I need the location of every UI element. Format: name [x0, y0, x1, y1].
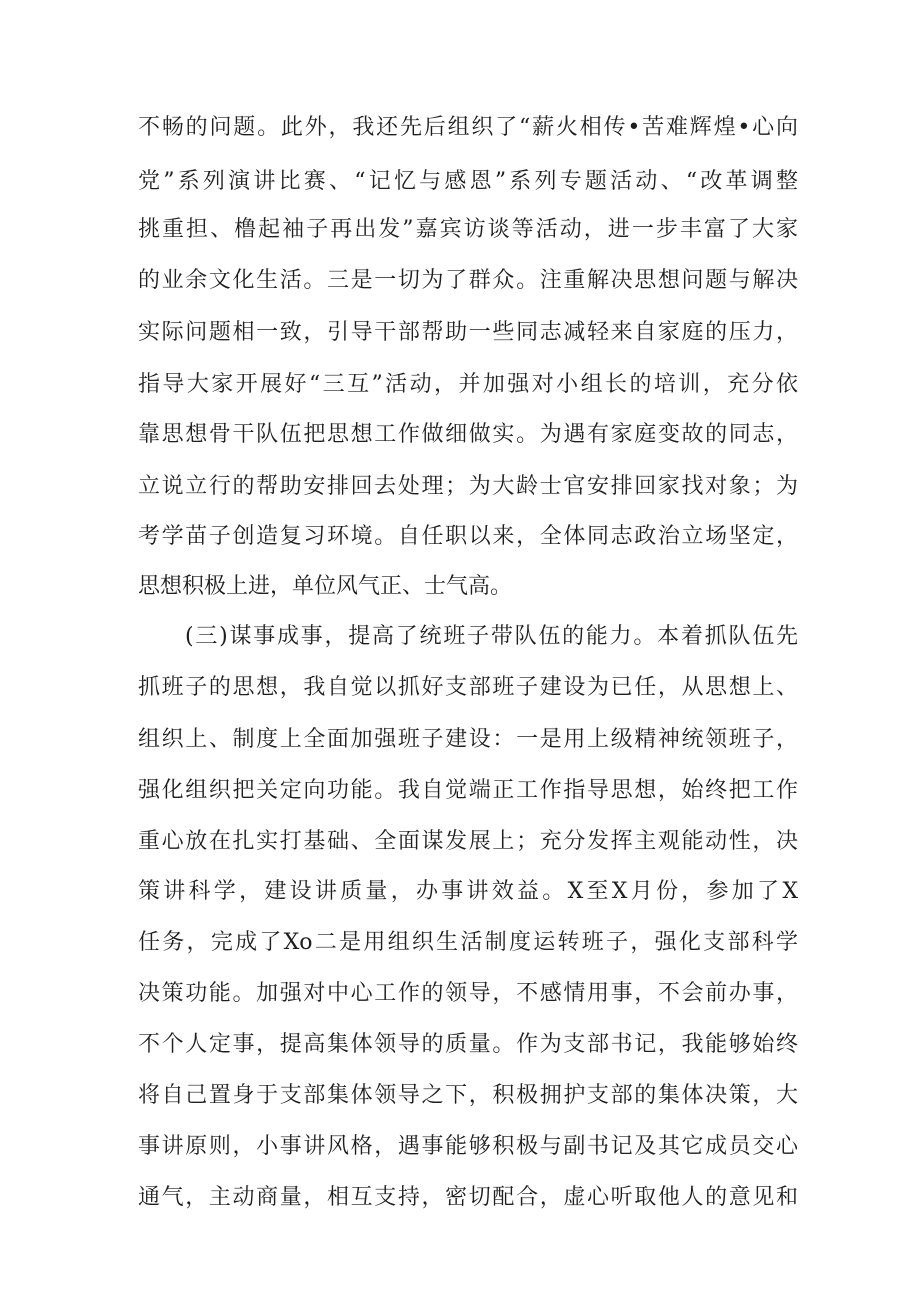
text-line: 重心放在扎实打基础、全面谋发展上；充分发挥主观能动性，决	[138, 829, 798, 854]
text-line: 挑重担、橹起袖子再出发”嘉宾访谈等活动，进一步丰富了大家	[138, 217, 798, 242]
text-line: 实际问题相一致，引导干部帮助一些同志减轻来自家庭的压力，	[138, 320, 798, 345]
text-line: 靠思想骨干队伍把思想工作做细做实。为遇有家庭变故的同志，	[138, 422, 798, 447]
text-line: 事讲原则，小事讲风格，遇事能够积极与副书记及其它成员交心	[138, 1134, 798, 1159]
text-line: 任务，完成了Xo二是用组织生活制度运转班子，强化支部科学	[138, 930, 798, 955]
text-line: 通气，主动商量，相互支持，密切配合，虚心听取他人的意见和	[138, 1185, 798, 1210]
paragraph-first-line: (三)谋事成事，提高了统班子带队伍的能力。本着抓队伍先	[185, 624, 798, 649]
text-line: 将自己置身于支部集体领导之下，积极拥护支部的集体决策，大	[138, 1083, 798, 1108]
text-line: 考学苗子创造复习环境。自任职以来，全体同志政治立场坚定，	[138, 524, 798, 549]
text-line: 抓班子的思想，我自觉以抓好支部班子建设为已任，从思想上、	[138, 675, 798, 700]
text-line: 策讲科学，建设讲质量，办事讲效益。X至X月份，参加了X	[138, 879, 798, 904]
text-line: 不畅的问题。此外，我还先后组织了“薪火相传•苦难辉煌•心向	[138, 115, 798, 140]
text-line: 强化组织把关定向功能。我自觉端正工作指导思想，始终把工作	[138, 778, 798, 803]
text-line: 不个人定事，提高集体领导的质量。作为支部书记，我能够始终	[138, 1032, 798, 1057]
text-line: 决策功能。加强对中心工作的领导，不感情用事，不会前办事，	[138, 981, 798, 1006]
text-line: 的业余文化生活。三是一切为了群众。注重解决思想问题与解决	[138, 268, 798, 293]
text-line: 思想积极上进，单位风气正、士气高。	[138, 574, 513, 599]
text-line: 组织上、制度上全面加强班子建设：一是用上级精神统领班子，	[138, 727, 798, 752]
text-line: 党”系列演讲比赛、“记忆与感恩”系列专题活动、“改革调整	[138, 169, 798, 194]
text-line: 指导大家开展好“三互”活动，并加强对小组长的培训，充分依	[138, 372, 798, 397]
text-line: 立说立行的帮助安排回去处理；为大龄士官安排回家找对象；为	[138, 474, 798, 499]
